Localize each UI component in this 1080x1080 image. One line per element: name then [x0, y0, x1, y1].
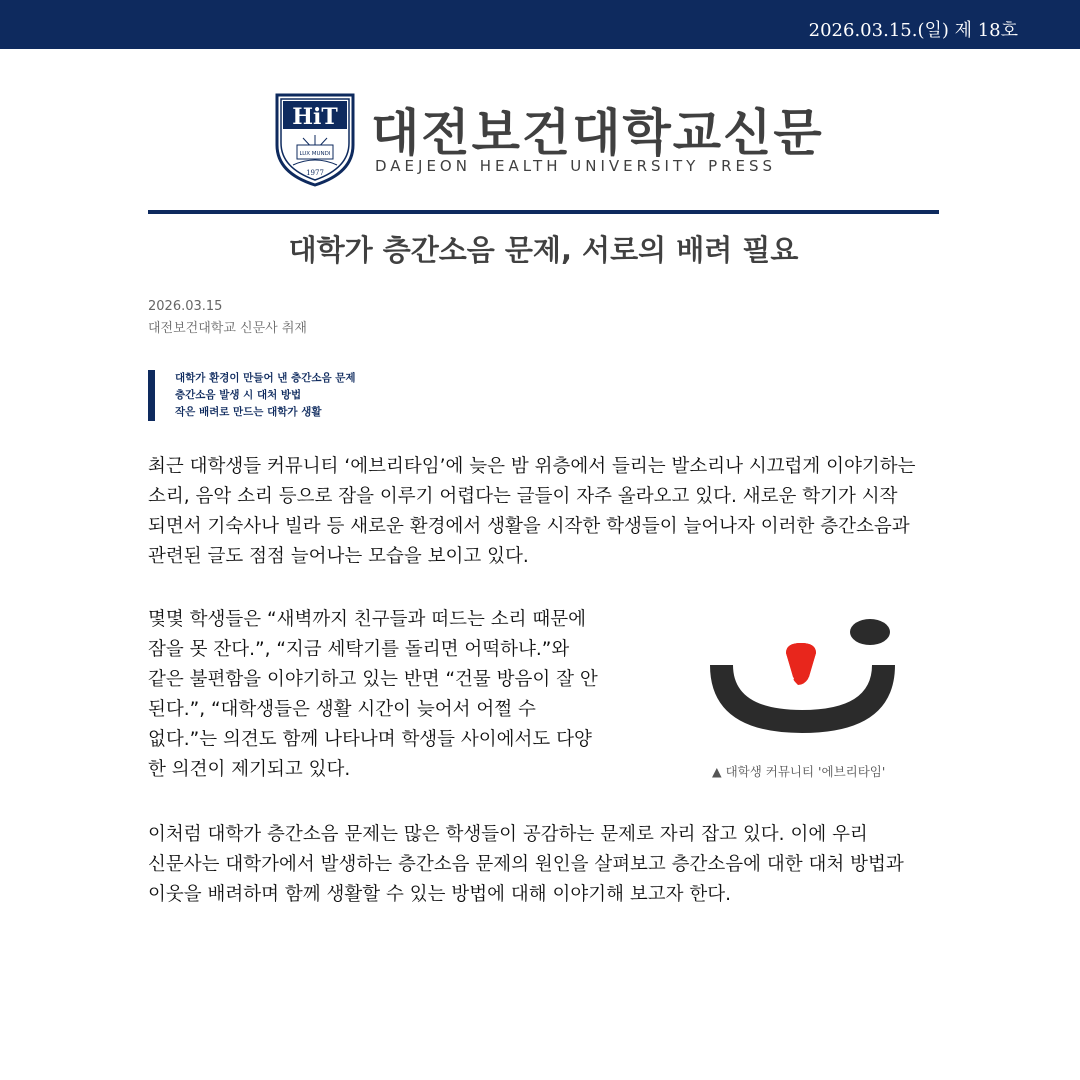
text-line: 한 의견이 제기되고 있다.: [148, 759, 351, 780]
text-line: 되면서 기숙사나 빌라 등 새로운 환경에서 생활을 시작한 학생들이 늘어나자 이러한 층간소음과: [148, 516, 910, 537]
article-date: 2026.03.15: [148, 299, 223, 314]
summary-line: 작은 배려로 만드는 대학가 생활: [175, 406, 322, 418]
svg-text:1977: 1977: [306, 169, 324, 177]
paragraph-opinions: [148, 605, 598, 785]
university-shield-icon: [275, 93, 355, 187]
paragraph-intro: [148, 452, 916, 572]
svg-text:HiT: HiT: [292, 104, 338, 130]
paper-subtitle: DAEJEON HEALTH UNIVERSITY PRESS: [375, 157, 777, 175]
article-byline: 대전보건대학교 신문사 취재: [148, 321, 307, 336]
text-line: 몇몇 학생들은 “새벽까지 친구들과 떠드는 소리 때문에: [148, 609, 587, 630]
text-line: 관련된 글도 점점 늘어나는 모습을 보이고 있다.: [148, 546, 529, 567]
top-bar: [0, 0, 1080, 49]
text-line: 잠을 못 잔다.”, “지금 세탁기를 돌리면 어떡하냐.”와: [148, 639, 570, 660]
text-line: 신문사는 대학가에서 발생하는 층간소음 문제의 원인을 살펴보고 층간소음에 대한 대처 방법과: [148, 854, 904, 875]
text-line: 된다.”, “대학생들은 생활 시간이 늦어서 어쩔 수: [148, 699, 536, 720]
text-line: 없다.”는 의견도 함께 나타나며 학생들 사이에서도 다양: [148, 729, 592, 750]
summary-line: 대학가 환경이 만들어 낸 층간소음 문제: [175, 372, 356, 384]
everytime-logo-icon: [700, 615, 905, 740]
text-line: 이웃을 배려하며 함께 생활할 수 있는 방법에 대해 이야기해 보고자 한다.: [148, 884, 731, 905]
text-line: 소리, 음악 소리 등으로 잠을 이루기 어렵다는 글들이 자주 올라오고 있다. 새로운 학기가 시작: [148, 486, 898, 507]
paragraph-conclusion: [148, 820, 904, 910]
issue-info: 2026.03.15.(일) 제 18호: [808, 20, 1018, 41]
text-line: 같은 불편함을 이야기하고 있는 반면 “건물 방음이 잘 안: [148, 669, 598, 690]
svg-text:LUX MUNDI: LUX MUNDI: [299, 151, 331, 157]
masthead-divider: [148, 210, 939, 214]
article-headline: 대학가 층간소음 문제, 서로의 배려 필요: [288, 233, 799, 267]
text-line: 이처럼 대학가 층간소음 문제는 많은 학생들이 공감하는 문제로 자리 잡고 있다. 이에 우리: [148, 824, 868, 845]
figure-caption: ▲ 대학생 커뮤니티 '에브리타임': [712, 764, 886, 779]
masthead: [275, 93, 824, 189]
paper-name: 대전보건대학교신문: [371, 104, 824, 162]
summary-line: 층간소음 발생 시 대처 방법: [175, 389, 302, 401]
article-summary: [148, 370, 356, 421]
text-line: 최근 대학생들 커뮤니티 ‘에브리타임’에 늦은 밤 위층에서 들리는 발소리나 시끄럽게 이야기하는: [148, 456, 916, 477]
